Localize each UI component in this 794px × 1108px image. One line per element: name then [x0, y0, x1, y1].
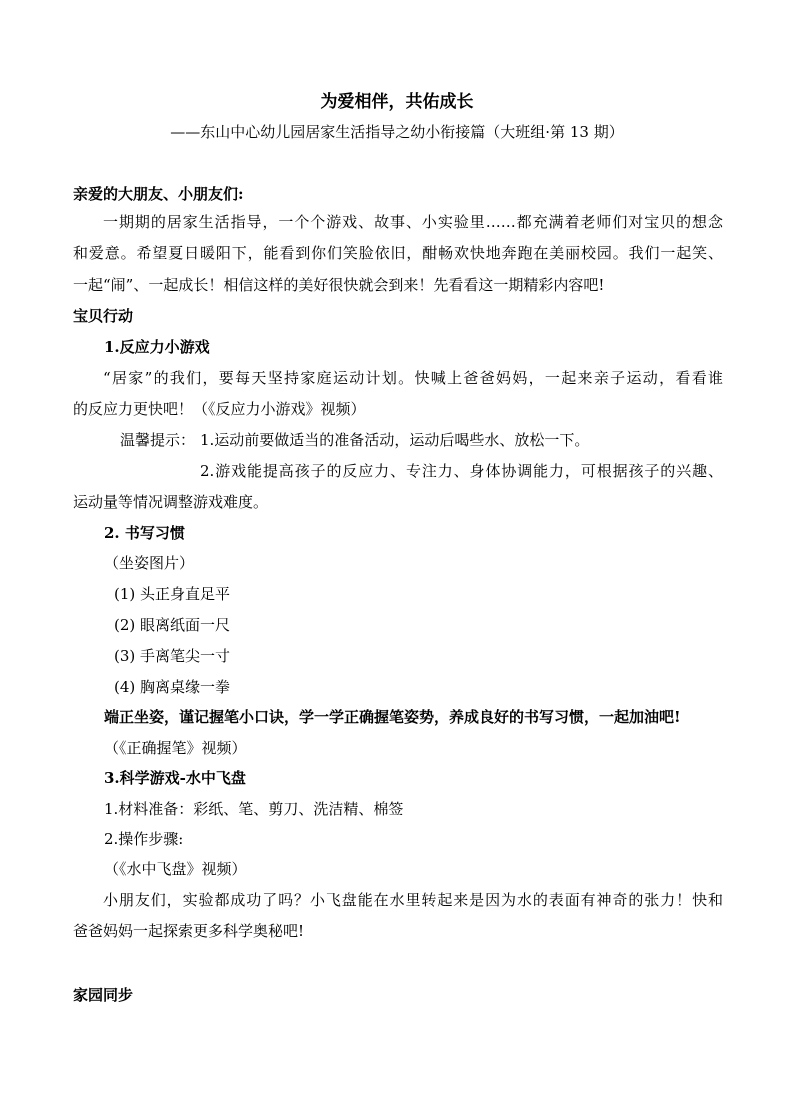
posture-item-2: (2) 眼离纸面一尺	[114, 616, 231, 634]
item2-heading: 2. 书写习惯	[104, 524, 185, 542]
item1-heading: 1.反应力小游戏	[104, 338, 210, 356]
page-subtitle: ——东山中心幼儿园居家生活指导之幼小衔接篇（大班组·第 13 期）	[170, 123, 624, 141]
intro-line-1: 一期期的居家生活指导，一个个游戏、故事、小实验里……都充满着老师们对宝贝的想念	[103, 213, 723, 231]
greeting: 亲爱的大朋友、小朋友们:	[73, 185, 244, 203]
item2-image-caption: （坐姿图片）	[104, 554, 195, 572]
tip-label: 温馨提示：	[120, 431, 196, 449]
item3-para-line-1: 小朋友们，实验都成功了吗？小飞盘能在水里转起来是因为水的表面有神奇的张力！快和	[103, 891, 723, 909]
page-title: 为爱相伴，共佑成长	[320, 92, 474, 112]
section-heading-home-school: 家园同步	[73, 986, 134, 1004]
posture-item-4: (4) 胸离桌缘一拳	[114, 678, 231, 696]
item1-para-line-1: “居家”的我们，要每天坚持家庭运动计划。快喊上爸爸妈妈，一起来亲子运动，看看谁	[103, 369, 723, 387]
item2-video: （《正确握笔》视频）	[104, 739, 247, 757]
item3-heading: 3.科学游戏-水中飞盘	[104, 769, 246, 787]
item3-para-line-2: 爸爸妈妈一起探索更多科学奥秘吧!	[73, 922, 305, 940]
intro-line-3: 一起“闹”、一起成长！相信这样的美好很快就会到来！先看看这一期精彩内容吧!	[73, 276, 605, 294]
tip-2-line-1: 2.游戏能提高孩子的反应力、专注力、身体协调能力，可根据孩子的兴趣、	[200, 462, 723, 480]
tip-1: 1.运动前要做适当的准备活动，运动后喝些水、放松一下。	[200, 431, 590, 449]
item2-emphasis: 端正坐姿，谨记握笔小口诀，学一学正确握笔姿势，养成良好的书写习惯，一起加油吧!	[104, 708, 681, 726]
posture-item-1: (1) 头正身直足平	[114, 585, 231, 603]
item3-video: （《水中飞盘》视频）	[104, 860, 247, 878]
tip-2-line-2: 运动量等情况调整游戏难度。	[73, 493, 269, 511]
intro-line-2: 和爱意。希望夏日暖阳下，能看到你们笑脸依旧，酣畅欢快地奔跑在美丽校园。我们一起笑、	[73, 244, 723, 262]
section-heading-baby-action: 宝贝行动	[73, 307, 134, 325]
item3-materials: 1.材料准备：彩纸、笔、剪刀、洗洁精、棉签	[104, 800, 404, 818]
posture-item-3: (3) 手离笔尖一寸	[114, 647, 231, 665]
item3-steps: 2.操作步骤:	[104, 830, 184, 848]
item1-para-line-2: 的反应力更快吧！（《反应力小游戏》视频）	[73, 400, 366, 418]
